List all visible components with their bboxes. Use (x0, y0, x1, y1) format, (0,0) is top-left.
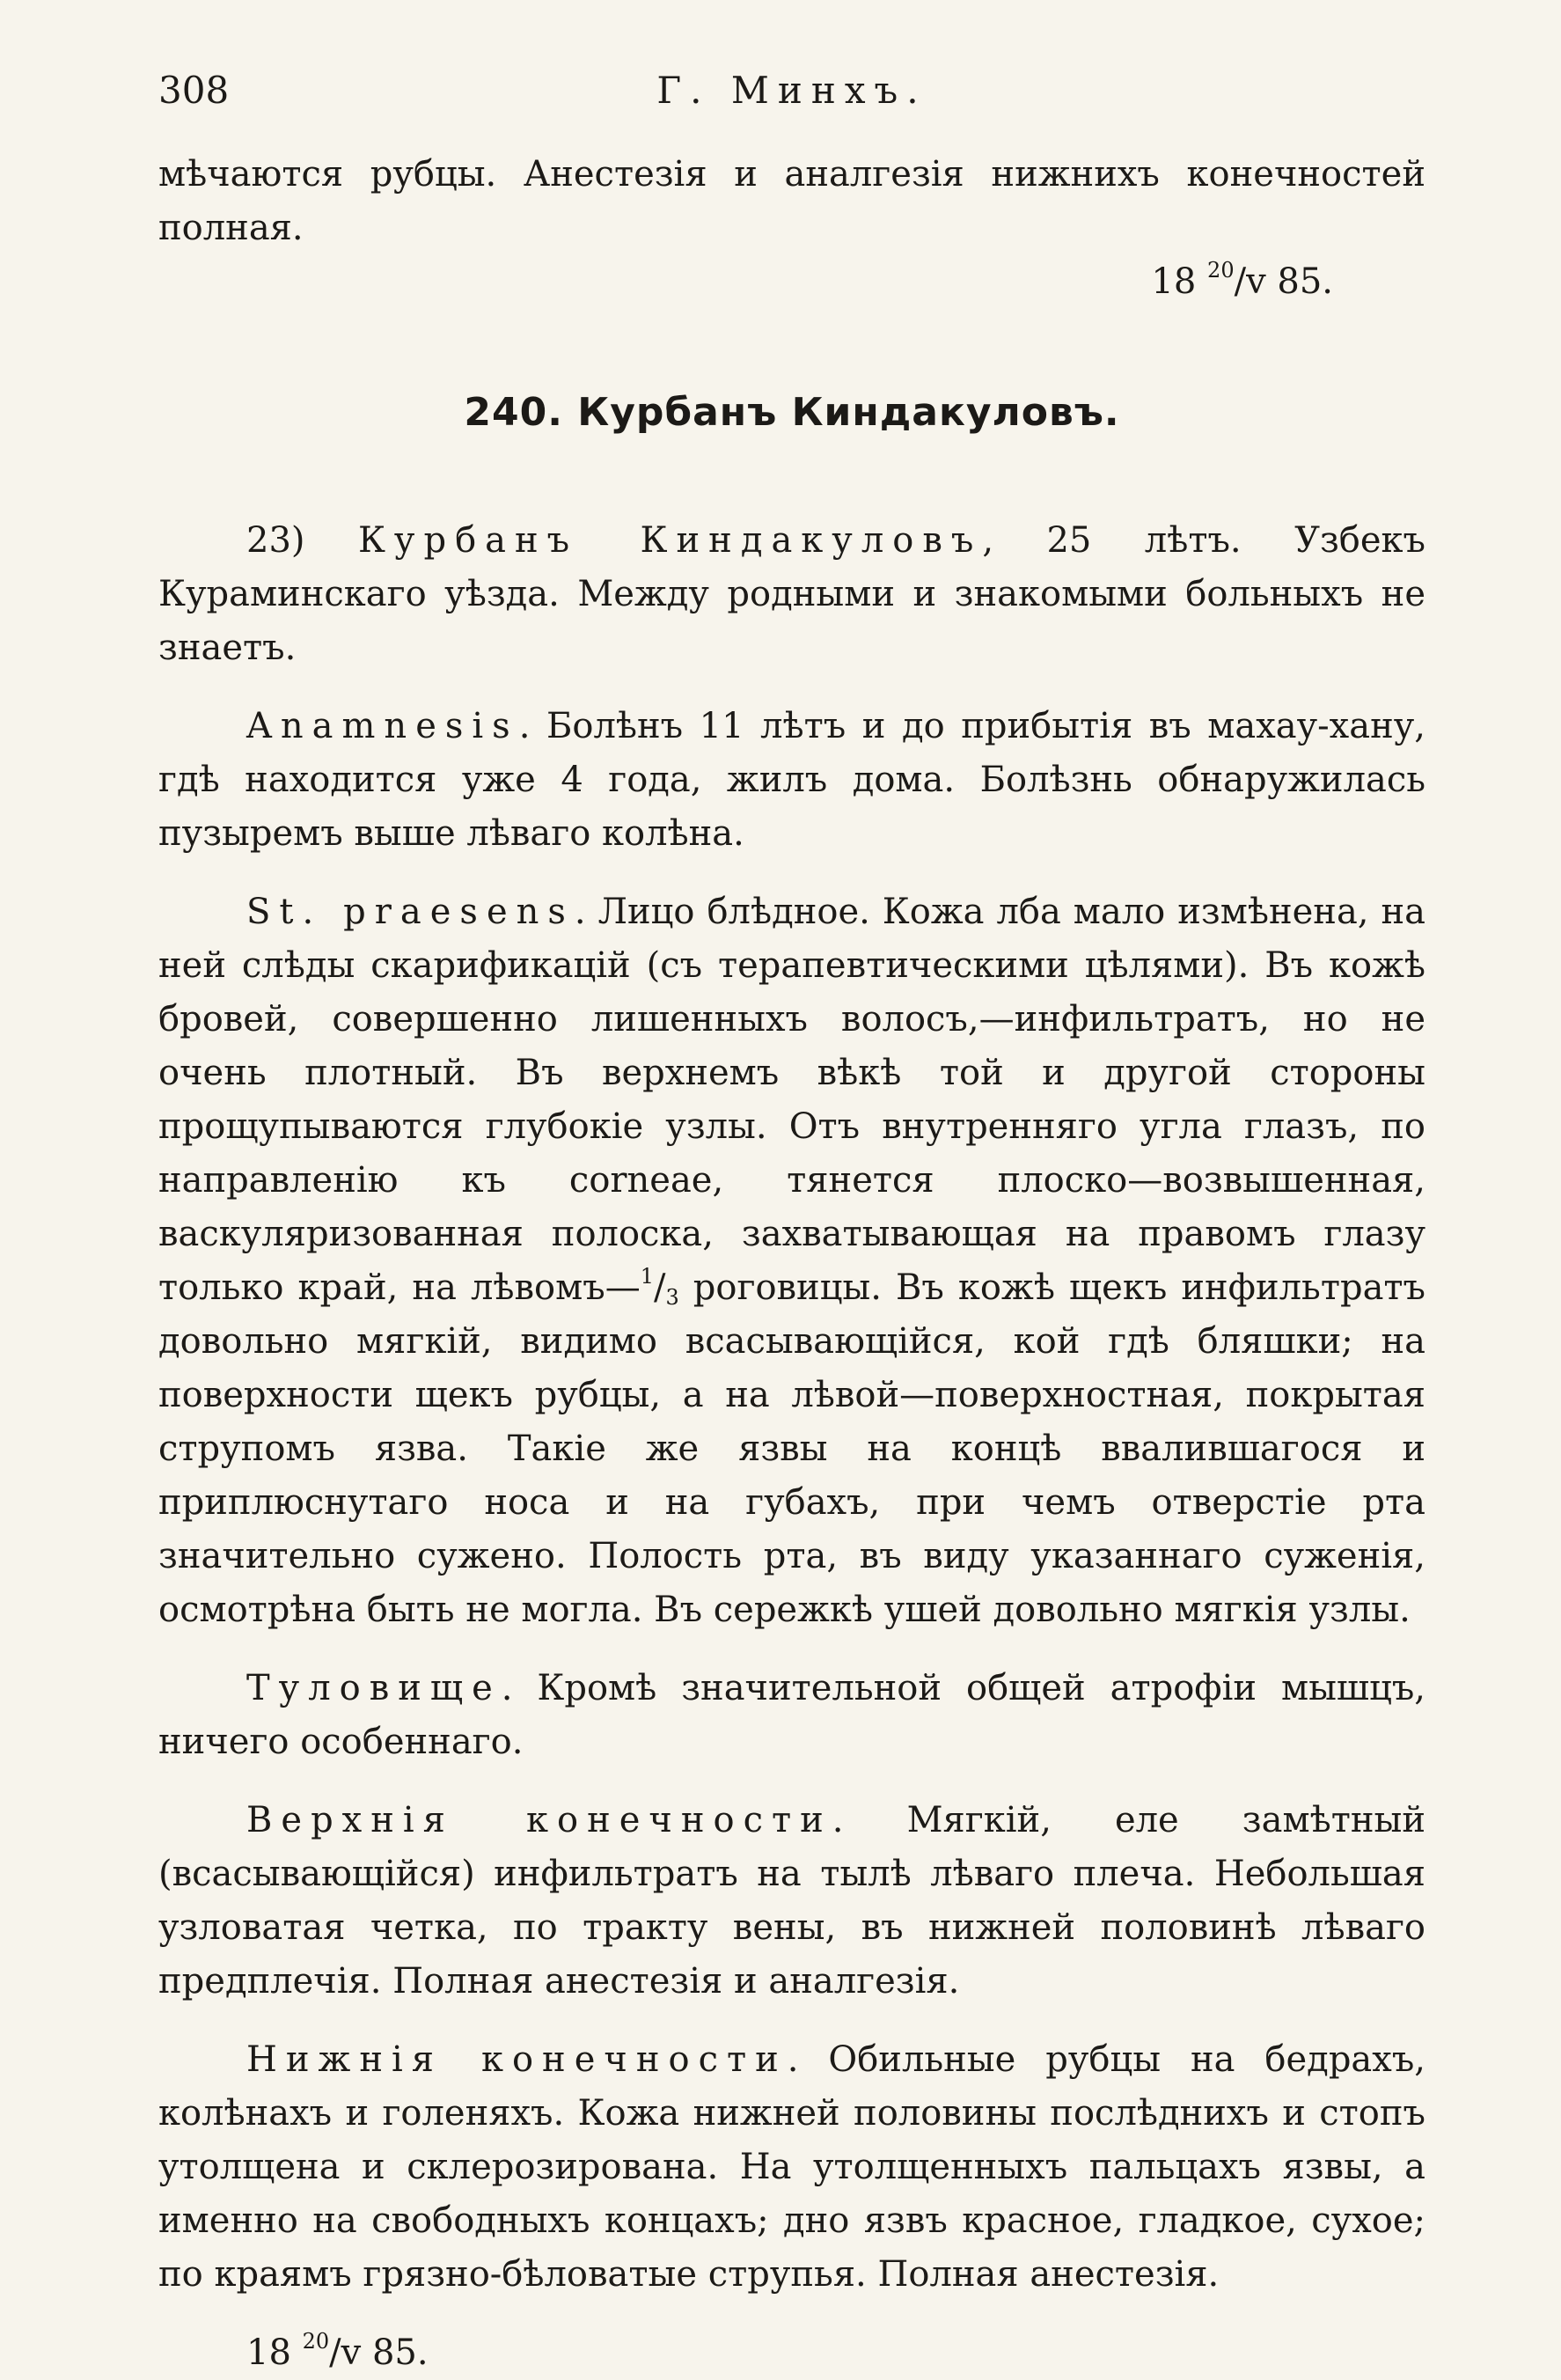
trunk-paragraph (158, 1662, 1425, 1769)
lower-limbs-label: Нижнія конечности (246, 2039, 788, 2080)
upper-limbs-label: Верхнія конечности (246, 1800, 832, 1840)
trunk-label: Туловище (246, 1668, 502, 1708)
final-date-day: 18 (246, 2332, 291, 2373)
final-date-rest: /v 85. (329, 2332, 429, 2373)
date-sup: 20 (1207, 258, 1235, 283)
final-date (158, 2326, 1425, 2380)
case-number: 23) (246, 520, 305, 561)
continuation-text: мѣчаются рубцы. Анестезія и аналгезія нижнихъ конечностей полная. (158, 154, 1425, 248)
continuation-date (158, 255, 1425, 309)
lower-limbs-text: . Обильные рубцы на бедрахъ, колѣнахъ и голеняхъ. Кожа нижней половины послѣднихъ и стопъ утолщена и склерозирована. На утолщенныхъ пальцахъ язвы, а именно на свободныхъ концахъ; дно язвъ красное, гладкое, сухое; по краямъ грязно-бѣловатые струпья. Полная анестезія. (158, 2039, 1425, 2295)
anamnesis-label: Anamnesis (246, 706, 519, 746)
lower-limbs-paragraph (158, 2033, 1425, 2302)
patient-name: Курбанъ Киндакуловъ (357, 520, 983, 561)
running-head (158, 62, 1425, 123)
trunk-text: . Кромѣ значительной общей атрофіи мышцъ, ничего особеннаго. (158, 1668, 1425, 1762)
praesens-text-after: роговицы. Въ кожѣ щекъ инфильтратъ довольно мягкій, видимо всасывающійся, кой гдѣ бляшки; на поверхности щекъ рубцы, а на лѣвой—поверхностная, покрытая струпомъ язва. Такіе же язвы на концѣ ввалившагося и приплюснутаго носа и на губахъ, при чемъ отверстіе рта значительно сужено. Полость рта, въ виду указаннаго суженія, осмотрѣна быть не могла. Въ сережкѣ ушей довольно мягкія узлы. (158, 1267, 1425, 1630)
intro-paragraph (158, 514, 1425, 675)
continuation-paragraph (158, 148, 1425, 255)
anamnesis-paragraph (158, 700, 1425, 861)
page (158, 62, 1425, 2380)
upper-limbs-text: . Мягкій, еле замѣтный (всасывающійся) инфильтратъ на тылѣ лѣваго плеча. Небольшая узловатая четка, по тракту вены, въ нижней половинѣ лѣваго предплечія. Полная анестезія и аналгезія. (158, 1800, 1425, 2002)
page-number: 308 (158, 69, 230, 112)
fraction-numerator: 1 (640, 1264, 654, 1289)
upper-limbs-paragraph (158, 1794, 1425, 2009)
praesens-text-before: . Лицо блѣдное. Кожа лба мало измѣнена, на ней слѣды скарификацій (съ терапевтическими цѣлями). Въ кожѣ бровей, совершенно лишенныхъ волосъ,—инфильтратъ, но не очень плотный. Въ верхнемъ вѣкѣ той и другой стороны прощупываются глубокіе узлы. Отъ внутренняго угла глазъ, по направленію къ corneae, тянется плоско—возвышенная, васкуляризованная полоска, захватывающая на правомъ глазу только край, на лѣвомъ— (158, 892, 1426, 1308)
date-rest: /v 85. (1234, 261, 1333, 302)
fraction-denominator: 3 (665, 1285, 679, 1310)
date-day: 18 (1151, 261, 1197, 302)
praesens-paragraph: St. praesens. Лицо блѣдное. Кожа лба мало измѣнена, на ней слѣды скарификацій (съ терапевтическими цѣлями). Въ кожѣ бровей, совершенно лишенныхъ волосъ,—инфильтратъ, но не очень плотный. Въ верхнемъ вѣкѣ той и другой стороны прощупываются глубокіе узлы. Отъ внутренняго угла глазъ, по направленію къ corneae, тянется плоско—возвышенная, васкуляризованная полоска, захватывающая на правомъ глазу только край, на $лѣвомъ—^1/_3$ роговицы. Въ кожѣ щекъ инфильтратъ довольно мягкій, видимо всасывающійся, кой гдѣ бляшки; на поверхности щекъ рубцы, а на лѣвой—поверхностная, покрытая струпомъ язва. Такіе же язвы на концѣ ввалившагося и приплюснутаго носа и на губахъ, при чемъ отверстіе рта значительно сужено. Полость рта, въ виду указаннаго суженія, осмотрѣна быть не могла. Въ сережкѣ ушей довольно мягкія узлы. (158, 892, 1426, 1630)
praesens-label: St. praesens (246, 892, 575, 932)
intro-text: , 25 лѣтъ. Узбекъ Кураминскаго уѣзда. Между родными и знакомыми больныхъ не знаетъ. (158, 520, 1426, 668)
anamnesis-text: . Болѣнъ 11 лѣтъ и до прибытія въ махау-хану, гдѣ находится уже 4 года, жилъ дома. Болѣзнь обнаружилась пузыремъ выше лѣваго колѣна. (158, 706, 1425, 854)
section-heading: 240. Курбанъ Киндакуловъ. (464, 390, 1120, 435)
running-title: Г. Минхъ. (656, 69, 927, 112)
final-date-sup: 20 (302, 2329, 330, 2354)
